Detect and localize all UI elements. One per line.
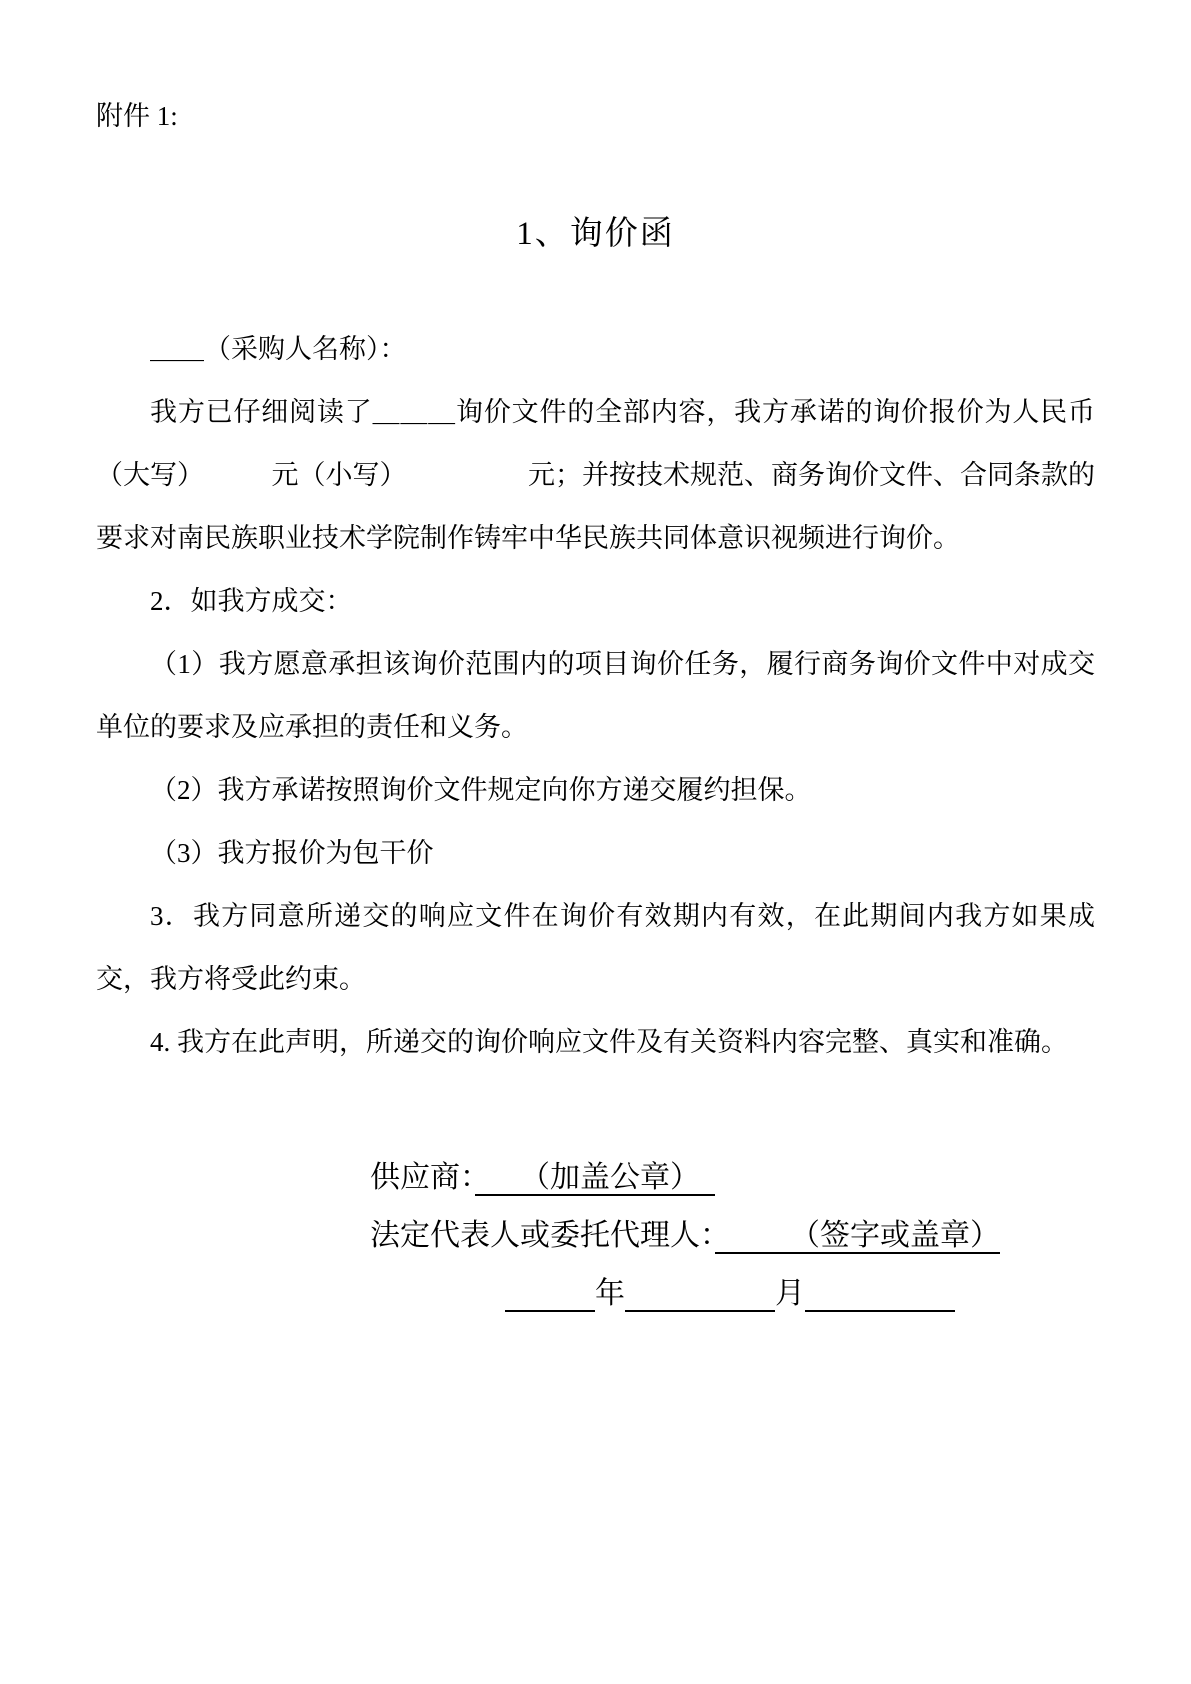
month-label: 月 [775,1277,805,1310]
paragraph-clause-2-1: （1）我方愿意承担该询价范围内的项目询价任务，履行商务询价文件中对成交单位的要求及应承担的责任和义务。 [96,649,1095,742]
supplier-blank-field: （加盖公章） [475,1161,715,1194]
paragraph-clause-4: 4. 我方在此声明，所递交的询价响应文件及有关资料内容完整、真实和准确。 [150,1027,1068,1057]
representative-blank-field: （签字或盖章） [715,1219,1000,1252]
paragraph-clause-3: 3．我方同意所递交的响应文件在询价有效期内有效，在此期间内我方如果成交，我方将受此约束。 [96,901,1095,994]
paragraph-commitment: 我方已仔细阅读了＿＿＿询价文件的全部内容，我方承诺的询价报价为人民币（大写） 元（小写） 元；并按技术规范、商务询价文件、合同条款的要求对南民族职业技术学院制作铸牢中华民族共同体意识视频进行询价。 [96,397,1095,553]
signature-representative-line [370,1207,1095,1265]
supplier-label: 供应商： [370,1161,475,1194]
paragraph-salutation: ＿＿（采购人名称）： [150,334,407,364]
day-blank-field [805,1277,955,1312]
year-blank-field [505,1277,595,1312]
signature-block [370,1149,1095,1323]
paragraph-clause-2-3: （3）我方报价为包干价 [150,838,434,868]
month-blank-field [625,1277,775,1312]
signature-supplier-line [370,1149,1095,1207]
attachment-label: 附件 1: [96,101,178,131]
year-label: 年 [595,1277,625,1310]
paragraph-clause-2: 2．如我方成交： [150,586,353,616]
page-title: 1、询价函 [516,216,675,252]
representative-label: 法定代表人或委托代理人： [370,1219,715,1252]
signature-date-line [370,1265,1095,1323]
paragraph-clause-2-2: （2）我方承诺按照询价文件规定向你方递交履约担保。 [150,775,812,805]
